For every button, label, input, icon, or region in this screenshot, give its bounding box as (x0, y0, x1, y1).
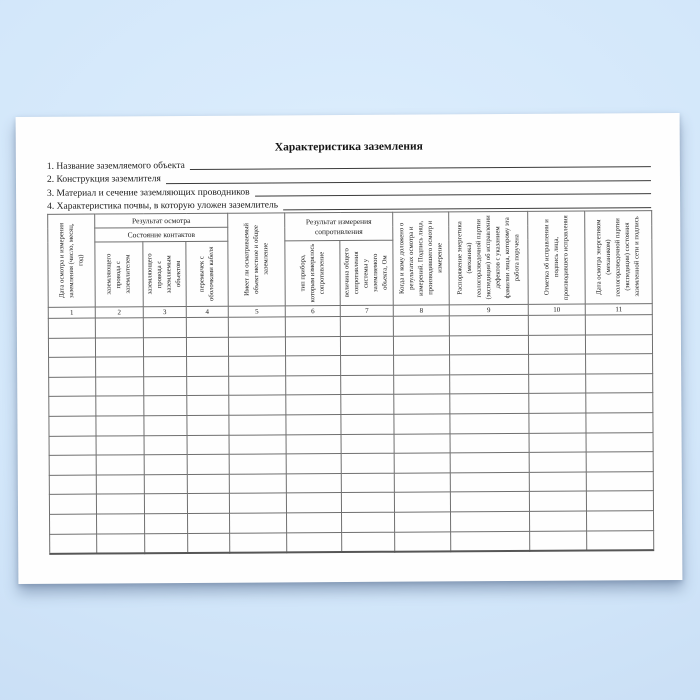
empty-cell (393, 316, 449, 336)
empty-cell (49, 416, 96, 436)
empty-cell (144, 435, 187, 455)
empty-cell (229, 474, 286, 494)
empty-cell (49, 396, 96, 416)
col-header-wire-to-object: заземляющего провода с заземляемым объектом (143, 241, 186, 306)
col-header-device-type: тип прибора, которым измерялось сопротивление (285, 241, 340, 306)
empty-cell (449, 315, 528, 335)
column-number: 7 (340, 305, 393, 316)
empty-cell (585, 334, 652, 354)
empty-cell (285, 317, 340, 337)
col-header-repair-order: Распоряжение энергетика (механика) геологоразведочной партии (экспедиции) об исправлении дефектов с указанием фамилии лица, которому эта работа поручена (449, 211, 529, 304)
grounding-log-table (47, 210, 654, 554)
empty-cell (395, 531, 451, 551)
empty-cell (394, 355, 450, 375)
empty-cell (286, 473, 341, 493)
document-page (16, 113, 683, 584)
column-number: 10 (528, 304, 585, 315)
empty-cell (229, 454, 286, 474)
empty-cell (586, 393, 653, 413)
empty-cell (229, 434, 286, 454)
empty-cell (529, 491, 586, 511)
empty-cell (49, 377, 96, 397)
empty-cell (286, 415, 341, 435)
empty-cell (450, 394, 529, 414)
empty-cell (187, 494, 229, 514)
empty-cell (394, 492, 450, 512)
empty-cell (229, 493, 286, 513)
empty-cell (187, 396, 229, 416)
empty-cell (96, 494, 144, 514)
empty-cell (145, 513, 188, 533)
empty-cell (586, 471, 653, 491)
document-content (47, 113, 654, 584)
empty-cell (450, 492, 529, 512)
header-row-groups (48, 211, 652, 229)
empty-cell (186, 337, 228, 357)
empty-cell (341, 473, 394, 493)
empty-cell (187, 435, 229, 455)
document-title: Характеристика заземления (274, 140, 423, 154)
empty-cell (287, 532, 342, 552)
col-header-cable-jumpers: перемычек с оболочками кабеля (186, 241, 228, 306)
column-number: 3 (143, 306, 186, 317)
empty-cell (187, 415, 229, 435)
empty-cell (341, 355, 394, 375)
empty-cell (49, 436, 96, 456)
empty-cell (95, 318, 143, 338)
empty-cell (528, 315, 585, 335)
empty-cell (228, 317, 285, 337)
field-label: 2. Конструкция заземлителя (46, 174, 161, 185)
group-header-inspection-result: Результат осмотра (95, 213, 228, 228)
empty-cell (449, 335, 528, 355)
empty-cell (96, 377, 144, 397)
field-label: 4. Характеристика почвы, в которую уложен заземлитель (47, 200, 279, 212)
empty-cell (144, 396, 187, 416)
column-number: 2 (95, 307, 143, 318)
col-header-repair-mark: Отметка об исправлении и подпись лица, производившего исправления (528, 211, 586, 304)
empty-cell (286, 454, 341, 474)
empty-cell (95, 337, 143, 357)
field-label: 3. Материал и сечение заземляющих проводников (47, 187, 250, 199)
empty-cell (144, 357, 187, 377)
empty-cell (229, 395, 286, 415)
empty-cell (230, 513, 287, 533)
form-fields (47, 155, 651, 213)
empty-cell (529, 413, 586, 433)
empty-cell (340, 316, 393, 336)
empty-cell (48, 338, 95, 358)
empty-cell (144, 455, 187, 475)
empty-cell (341, 395, 394, 415)
empty-cell (394, 473, 450, 493)
empty-cell (529, 472, 586, 492)
empty-log-rows (48, 315, 653, 554)
empty-cell (586, 354, 653, 374)
group-header-contacts-state: Состояние контактов (95, 227, 228, 242)
empty-cell (341, 375, 394, 395)
empty-cell (96, 357, 144, 377)
empty-cell (586, 413, 653, 433)
empty-cell (96, 475, 144, 495)
empty-cell (529, 354, 586, 374)
empty-cell (228, 336, 285, 356)
empty-cell (285, 336, 340, 356)
empty-cell (394, 394, 450, 414)
empty-cell (188, 533, 230, 553)
empty-cell (229, 356, 286, 376)
empty-cell (450, 453, 529, 473)
col-header-engineer-inspection: Дата осмотра энергетиком (механиком) геологоразведочной партии (экспедиции) состояния заземленной сети и подпись (585, 211, 653, 304)
col-header-wire-to-earth: заземляющего провода с заземлителем (95, 242, 143, 307)
col-header-has-grounding: Имеет ли осматриваемый объект местное и общее заземление (228, 213, 286, 306)
column-number: 11 (585, 304, 652, 315)
empty-cell (586, 491, 653, 511)
column-number: 5 (228, 306, 285, 317)
empty-cell (340, 336, 393, 356)
col-header-inspection-date: Дата осмотра и измерения заземления (число, месяц, год) (48, 214, 96, 307)
empty-cell (342, 532, 395, 552)
empty-cell (49, 357, 96, 377)
empty-cell (451, 511, 530, 531)
column-number: 8 (393, 305, 449, 316)
empty-cell (529, 433, 586, 453)
empty-cell (394, 375, 450, 395)
empty-cell (143, 337, 186, 357)
group-header-resistance-measurement: Результат измерения сопротивления (285, 212, 393, 241)
column-number: 4 (186, 306, 228, 317)
empty-cell (96, 455, 144, 475)
empty-cell (341, 493, 394, 513)
empty-cell (187, 454, 229, 474)
empty-cell (529, 452, 586, 472)
empty-cell (187, 376, 229, 396)
empty-cell (450, 472, 529, 492)
empty-cell (451, 531, 530, 551)
empty-cell (144, 415, 187, 435)
empty-cell (585, 315, 652, 335)
empty-cell (286, 434, 341, 454)
empty-cell (287, 512, 342, 532)
empty-cell (342, 512, 395, 532)
empty-cell (341, 434, 394, 454)
field-label: 1. Название заземляемого объекта (46, 160, 185, 172)
empty-cell (187, 474, 229, 494)
empty-cell (49, 455, 96, 475)
col-header-resistance-value: величина общего сопротивления системы у заземляемого объекта, Ом (340, 240, 393, 305)
empty-cell (49, 494, 96, 514)
empty-cell (286, 395, 341, 415)
empty-cell (341, 453, 394, 473)
empty-cell (450, 374, 529, 394)
empty-cell (530, 511, 587, 531)
empty-cell (49, 475, 96, 495)
empty-cell (230, 532, 287, 552)
empty-cell (450, 355, 529, 375)
empty-cell (394, 414, 450, 434)
empty-cell (450, 413, 529, 433)
empty-cell (145, 533, 188, 553)
empty-cell (96, 416, 144, 436)
empty-cell (186, 317, 228, 337)
empty-cell (144, 494, 187, 514)
empty-cell (96, 396, 144, 416)
empty-cell (144, 376, 187, 396)
column-number: 1 (48, 307, 95, 318)
empty-cell (229, 376, 286, 396)
empty-cell (586, 373, 653, 393)
empty-cell (188, 513, 230, 533)
empty-cell (48, 318, 95, 338)
empty-cell (394, 453, 450, 473)
empty-cell (529, 393, 586, 413)
table-row (50, 530, 654, 553)
empty-cell (450, 433, 529, 453)
empty-cell (97, 533, 145, 553)
column-number: 6 (285, 306, 340, 317)
empty-cell (286, 493, 341, 513)
empty-cell (286, 356, 341, 376)
empty-cell (229, 415, 286, 435)
empty-cell (586, 432, 653, 452)
empty-cell (587, 511, 654, 531)
empty-cell (341, 414, 394, 434)
fill-in-line (283, 206, 651, 210)
empty-cell (528, 335, 585, 355)
empty-cell (530, 531, 587, 551)
empty-cell (529, 374, 586, 394)
empty-cell (50, 514, 97, 534)
column-number: 9 (449, 304, 528, 315)
col-header-reported-to: Когда и кому доложено о результатах осмотра и измерений. Подпись лица, производившего осмотр и измерение (393, 212, 450, 305)
empty-cell (395, 512, 451, 532)
empty-cell (394, 433, 450, 453)
empty-cell (587, 530, 654, 550)
empty-cell (96, 435, 144, 455)
empty-cell (286, 375, 341, 395)
empty-cell (187, 356, 229, 376)
empty-cell (586, 452, 653, 472)
empty-cell (97, 514, 145, 534)
empty-cell (50, 534, 97, 554)
empty-cell (144, 474, 187, 494)
empty-cell (393, 335, 449, 355)
empty-cell (143, 317, 186, 337)
